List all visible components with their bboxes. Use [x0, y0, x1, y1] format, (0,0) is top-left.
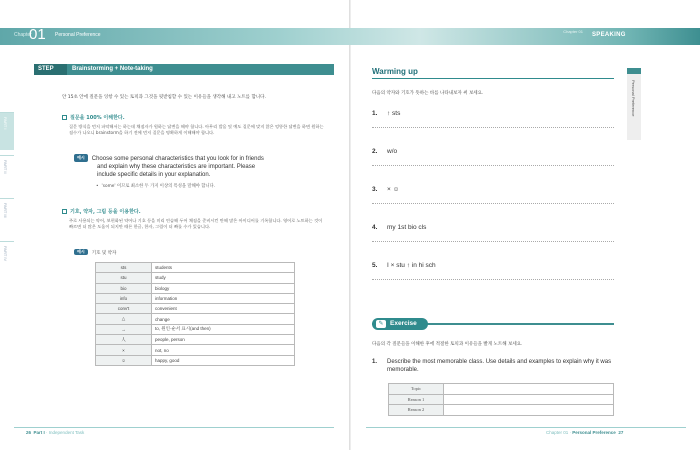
chapter-side-tab[interactable]: Personal Preference [627, 68, 641, 140]
example-note: • 'some' 이므로 최소한 두 가지 이상의 특성을 말해야 합니다. [96, 184, 216, 189]
warmup-item[interactable] [372, 110, 614, 128]
warmup-instruction: 다음의 약자와 기호가 뜻하는 바를 나타내보자 써 보세요. [372, 91, 484, 96]
pencil-icon: ✎ [376, 320, 386, 328]
warmup-item-number: 3. [372, 186, 378, 193]
warmup-item-text: I × stu ↑ in hi sch [387, 262, 436, 269]
part-tab-1[interactable]: PART I [0, 112, 14, 150]
warmup-item-text: my 1st bio cls [387, 224, 427, 231]
section-1-body: 질문 방식을 먼저 파악해서는 하는데 채점자가 원하는 답변을 해야 합니다. 아무리 발음 및 예도 질문에 맞지 않은 엉뚱한 답변을 하면 원하는 점수가 나오니 brainstorm을 하기 전에 먼저 질문을 명확하게 이해해야 합니다. [69, 124, 324, 136]
warmup-item[interactable] [372, 262, 614, 280]
abbreviation-key: stu [96, 273, 152, 283]
abbreviation-row [96, 263, 295, 273]
exercise-label: Exercise [390, 320, 417, 327]
abbreviation-meaning: information [152, 293, 295, 303]
chapter-number: 01 [29, 26, 46, 43]
example-label-row: 예시 기호 및 약자 [74, 249, 116, 256]
footer-right: Chapter 01 · Personal Preference 27 [546, 430, 624, 435]
chapter-label: Chapter [14, 32, 32, 38]
exercise-banner [372, 318, 614, 330]
warmup-item-text: × ☺ [387, 186, 400, 193]
abbreviation-row [96, 273, 295, 283]
abbreviation-key: × [96, 345, 152, 355]
abbreviation-meaning: change [152, 314, 295, 324]
answer-row [389, 405, 614, 416]
warmup-item[interactable] [372, 224, 614, 242]
abbreviation-meaning: study [152, 273, 295, 283]
footer-left: 26 Part I · Independent Task [26, 430, 85, 435]
warmup-rule [372, 78, 614, 79]
section-heading-1: 질문을 100% 이해한다. [62, 114, 125, 121]
exercise-instruction: 다음의 각 질문들을 이해한 후에 적절한 토픽과 이유들을 빨게 노트해 보세요. [372, 342, 523, 347]
part-tab-3[interactable]: PART III [0, 198, 14, 236]
answer-field[interactable] [444, 384, 614, 395]
answer-field[interactable] [444, 394, 614, 405]
example-badge: 예시 [74, 249, 88, 255]
abbreviation-key: sts [96, 263, 152, 273]
warmup-item-number: 4. [372, 224, 378, 231]
intro-text: 안 15초 안에 질문을 잉항 수 있는 토픽과 그것을 뒷받침할 수 있는 이유들을 생각해 내고 노트를 합니다. [62, 95, 266, 100]
warmup-item-text: w/o [387, 148, 398, 155]
answer-row [389, 394, 614, 405]
abbreviation-row [96, 283, 295, 293]
abbreviation-meaning: happy, good [152, 355, 295, 365]
answer-table [388, 383, 614, 416]
step-title: Brainstorming + Note-taking [72, 66, 153, 72]
example-prompt: 예시 Choose some personal characteristics that you look for in friends and explain why these characteristics are important. Please include specific details in your explanation. [74, 154, 324, 179]
abbreviation-key: → [96, 324, 152, 334]
warmup-item-number: 1. [372, 110, 378, 117]
abbreviation-table [95, 262, 295, 366]
chapter-title: Personal Preference [55, 32, 101, 38]
answer-field[interactable] [444, 405, 614, 416]
part-tabs [0, 112, 14, 284]
abbreviation-row [96, 335, 295, 345]
warmup-item-text: ↑ sts [387, 110, 401, 117]
abbreviation-key: ☺ [96, 355, 152, 365]
abbreviation-row [96, 314, 295, 324]
answer-row-label: Reason 2 [389, 405, 444, 416]
section-tag: SPEAKING [592, 32, 626, 38]
abbreviation-key: info [96, 293, 152, 303]
abbreviation-meaning: people, person [152, 335, 295, 345]
abbreviation-meaning: convenient [152, 304, 295, 314]
chapter-header-bar [0, 28, 700, 45]
step-bar [34, 64, 334, 75]
abbreviation-key: 人 [96, 335, 152, 345]
checkbox-icon [62, 115, 67, 120]
example-badge: 예시 [74, 154, 88, 162]
section-heading-2: 기호, 약자, 그림 등을 이용한다. [62, 208, 141, 215]
exercise-question: 1. Describe the most memorable class. Use details and examples to explain why it was memorable. [372, 359, 612, 373]
answer-row-label: Topic [389, 384, 444, 395]
checkbox-icon [62, 209, 67, 214]
part-tab-4[interactable]: PART IV [0, 241, 14, 279]
warmup-title: Warming up [372, 67, 418, 76]
abbreviation-key: conv't [96, 304, 152, 314]
answer-row [389, 384, 614, 395]
section-2-body: 주로 사용되는 약어, 보편화된 약어나 기호 등을 미리 연습해 두어 채점을 준비시킨 만해 많은 아이디어를 기록합니다. 영어로 노트하는 것이 빠르면 더 많은 도움이 되지만 때론 한글, 한자, 그림이 더 빠를 수가 있습니다. [69, 218, 323, 230]
abbreviation-row [96, 355, 295, 365]
abbreviation-row [96, 293, 295, 303]
abbreviation-meaning: to, 원인·순서 표시(and then) [152, 324, 295, 334]
abbreviation-row [96, 345, 295, 355]
abbreviation-row [96, 304, 295, 314]
abbreviation-meaning: students [152, 263, 295, 273]
warmup-item[interactable] [372, 186, 614, 204]
part-tab-2[interactable]: PART II [0, 155, 14, 193]
warmup-item-number: 2. [372, 148, 378, 155]
footer-rule-right [366, 427, 686, 428]
chapter-label-right: Chapter 01 [563, 29, 583, 34]
abbreviation-meaning: biology [152, 283, 295, 293]
abbreviation-row [96, 324, 295, 334]
abbreviation-key: △ [96, 314, 152, 324]
abbreviation-meaning: not, no [152, 345, 295, 355]
answer-row-label: Reason 1 [389, 394, 444, 405]
book-spine [349, 0, 351, 450]
step-label: STEP [34, 64, 67, 75]
warmup-item[interactable] [372, 148, 614, 166]
footer-rule-left [14, 427, 334, 428]
abbreviation-key: bio [96, 283, 152, 293]
warmup-item-number: 5. [372, 262, 378, 269]
